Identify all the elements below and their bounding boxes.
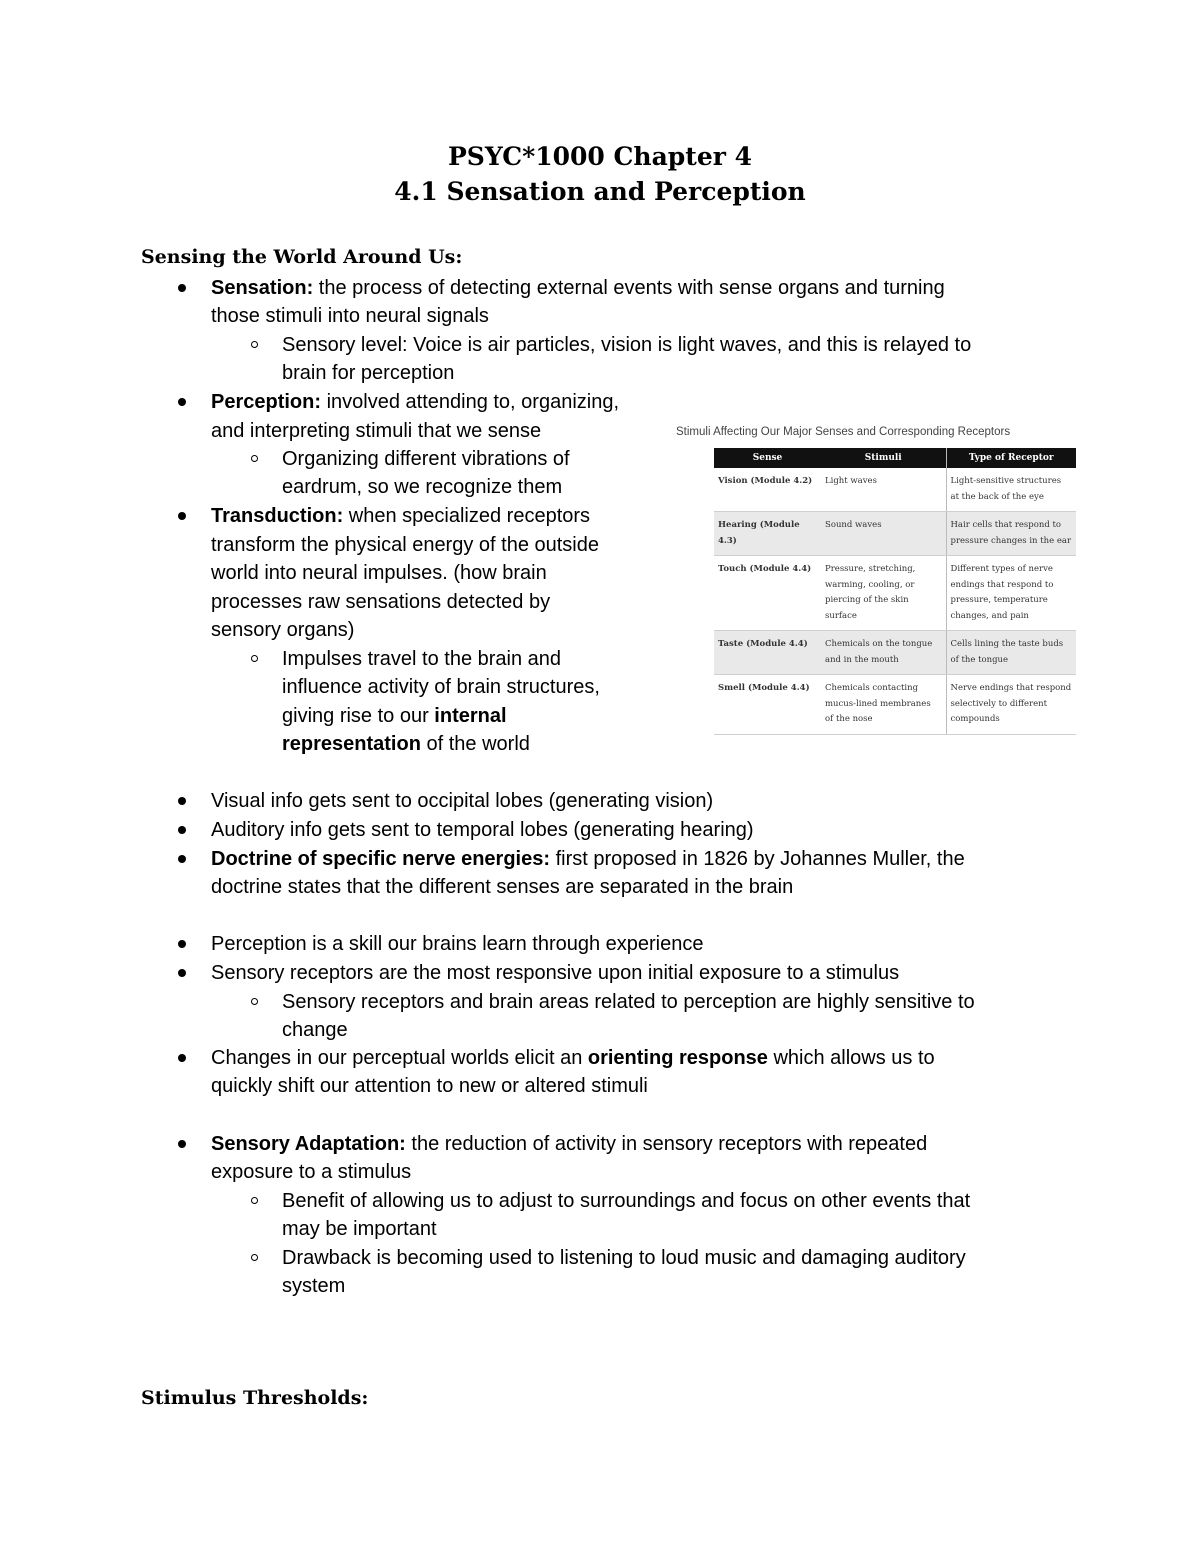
col-header-stimuli: Stimuli xyxy=(821,448,946,468)
cell-sense: Touch (Module 4.4) xyxy=(714,556,821,631)
cell-stimuli: Light waves xyxy=(821,468,946,512)
transduction-def: when specialized receptors xyxy=(343,505,591,527)
bullet-icon xyxy=(178,512,186,520)
adaptation-sub2-line1: Drawback is becoming used to listening to loud music and damaging auditory xyxy=(282,1247,966,1269)
adaptation-line2: exposure to a stimulus xyxy=(211,1161,412,1183)
cell-sense: Smell (Module 4.4) xyxy=(714,675,821,735)
transduction-line3: world into neural impulses. (how brain xyxy=(211,562,547,584)
cell-stimuli: Pressure, stretching, warming, cooling, or piercing of the skin surface xyxy=(821,556,946,631)
receptors-sub-line1: Sensory receptors and brain areas related to perception are highly sensitive to xyxy=(282,991,975,1013)
figure-caption: Stimuli Affecting Our Major Senses and Corresponding Receptors xyxy=(676,426,1011,438)
doc-subtitle: 4.1 Sensation and Perception xyxy=(394,177,806,206)
term-orienting-response: orienting response xyxy=(587,1047,768,1069)
term-transduction: Transduction: xyxy=(211,505,344,527)
transduction-line4: processes raw sensations detected by xyxy=(211,591,551,613)
cell-sense: Hearing (Module 4.3) xyxy=(714,512,821,556)
transduction-sub-line1: Impulses travel to the brain and xyxy=(282,648,562,670)
term-perception: Perception: xyxy=(211,391,322,413)
table-row xyxy=(714,675,1076,735)
transduction-line5: sensory organs) xyxy=(211,619,355,641)
perception-line2: and interpreting stimuli that we sense xyxy=(211,420,542,442)
cell-receptor: Nerve endings that respond selectively to different compounds xyxy=(946,675,1076,735)
doctrine-def: first proposed in 1826 by Johannes Muller, the xyxy=(550,848,965,870)
sensation-line1 xyxy=(211,274,945,303)
cell-stimuli: Chemicals on the tongue and in the mouth xyxy=(821,631,946,675)
perception-skill: Perception is a skill our brains learn through experience xyxy=(211,933,704,955)
section-heading-sensing: Sensing the World Around Us: xyxy=(141,246,463,268)
sub-bullet-icon xyxy=(251,998,258,1005)
bullet-icon xyxy=(178,398,186,406)
cell-receptor: Cells lining the taste buds of the tongue xyxy=(946,631,1076,675)
bullet-icon xyxy=(178,855,186,863)
table-row xyxy=(714,512,1076,556)
term-internal: internal xyxy=(434,705,507,727)
orienting-line1 xyxy=(211,1044,935,1073)
transduction-line2: transform the physical energy of the outside xyxy=(211,534,599,556)
transduction-sub-line4 xyxy=(282,730,530,759)
cell-sense: Vision (Module 4.2) xyxy=(714,468,821,512)
transduction-sub-line3 xyxy=(282,702,507,731)
table-row xyxy=(714,468,1076,512)
cell-sense: Taste (Module 4.4) xyxy=(714,631,821,675)
transduction-line1 xyxy=(211,502,590,531)
bullet-icon xyxy=(178,940,186,948)
visual-info: Visual info gets sent to occipital lobes (generating vision) xyxy=(211,790,714,812)
transduction-sub-text-end: of the world xyxy=(420,733,530,755)
orienting-line2: quickly shift our attention to new or altered stimuli xyxy=(211,1075,648,1097)
term-sensation: Sensation: xyxy=(211,277,314,299)
sensation-sub-line1: Sensory level: Voice is air particles, vision is light waves, and this is relayed to xyxy=(282,334,972,356)
doc-title: PSYC*1000 Chapter 4 xyxy=(448,142,752,171)
orienting-text-end: which allows us to xyxy=(767,1047,935,1069)
table-row xyxy=(714,556,1076,631)
cell-receptor: Hair cells that respond to pressure changes in the ear xyxy=(946,512,1076,556)
doctrine-line1 xyxy=(211,845,965,874)
term-sensory-adaptation: Sensory Adaptation: xyxy=(211,1133,406,1155)
adaptation-sub1-line1: Benefit of allowing us to adjust to surroundings and focus on other events that xyxy=(282,1190,971,1212)
auditory-info: Auditory info gets sent to temporal lobes (generating hearing) xyxy=(211,819,754,841)
cell-receptor: Light-sensitive structures at the back of the eye xyxy=(946,468,1076,512)
receptor-table-figure xyxy=(672,424,1080,740)
bullet-icon xyxy=(178,1140,186,1148)
bullet-icon xyxy=(178,797,186,805)
table-row xyxy=(714,631,1076,675)
adaptation-def: the reduction of activity in sensory receptors with repeated xyxy=(405,1133,928,1155)
adaptation-sub2-line2: system xyxy=(282,1275,346,1297)
sensation-sub-line2: brain for perception xyxy=(282,362,455,384)
doctrine-line2: doctrine states that the different senses are separated in the brain xyxy=(211,876,794,898)
receptors-sub-line2: change xyxy=(282,1019,348,1041)
transduction-sub-line2: influence activity of brain structures, xyxy=(282,676,600,698)
sensation-def: the process of detecting external events with sense organs and turning xyxy=(313,277,945,299)
sub-bullet-icon xyxy=(251,341,258,348)
term-representation: representation xyxy=(282,733,421,755)
cell-stimuli: Chemicals contacting mucus-lined membranes of the nose xyxy=(821,675,946,735)
cell-receptor: Different types of nerve endings that respond to pressure, temperature changes, and pain xyxy=(946,556,1076,631)
table-header-row xyxy=(714,448,1076,468)
bullet-icon xyxy=(178,284,186,292)
perception-sub-line2: eardrum, so we recognize them xyxy=(282,476,563,498)
perception-line1 xyxy=(211,388,619,417)
sub-bullet-icon xyxy=(251,655,258,662)
transduction-sub-text: giving rise to our xyxy=(282,705,435,727)
adaptation-line1 xyxy=(211,1130,927,1159)
bullet-icon xyxy=(178,969,186,977)
section-heading-thresholds: Stimulus Thresholds: xyxy=(141,1387,369,1409)
sub-bullet-icon xyxy=(251,455,258,462)
bullet-icon xyxy=(178,1054,186,1062)
receptors-line1: Sensory receptors are the most responsive upon initial exposure to a stimulus xyxy=(211,962,900,984)
bullet-icon xyxy=(178,826,186,834)
term-doctrine: Doctrine of specific nerve energies: xyxy=(211,848,551,870)
orienting-text: Changes in our perceptual worlds elicit an xyxy=(211,1047,588,1069)
perception-sub-line1: Organizing different vibrations of xyxy=(282,448,570,470)
sensation-line2: those stimuli into neural signals xyxy=(211,305,489,327)
col-header-receptor: Type of Receptor xyxy=(946,448,1076,468)
adaptation-sub1-line2: may be important xyxy=(282,1218,437,1240)
sub-bullet-icon xyxy=(251,1254,258,1261)
cell-stimuli: Sound waves xyxy=(821,512,946,556)
col-header-sense: Sense xyxy=(714,448,821,468)
receptor-table xyxy=(714,448,1076,735)
perception-def: involved attending to, organizing, xyxy=(321,391,620,413)
sub-bullet-icon xyxy=(251,1197,258,1204)
